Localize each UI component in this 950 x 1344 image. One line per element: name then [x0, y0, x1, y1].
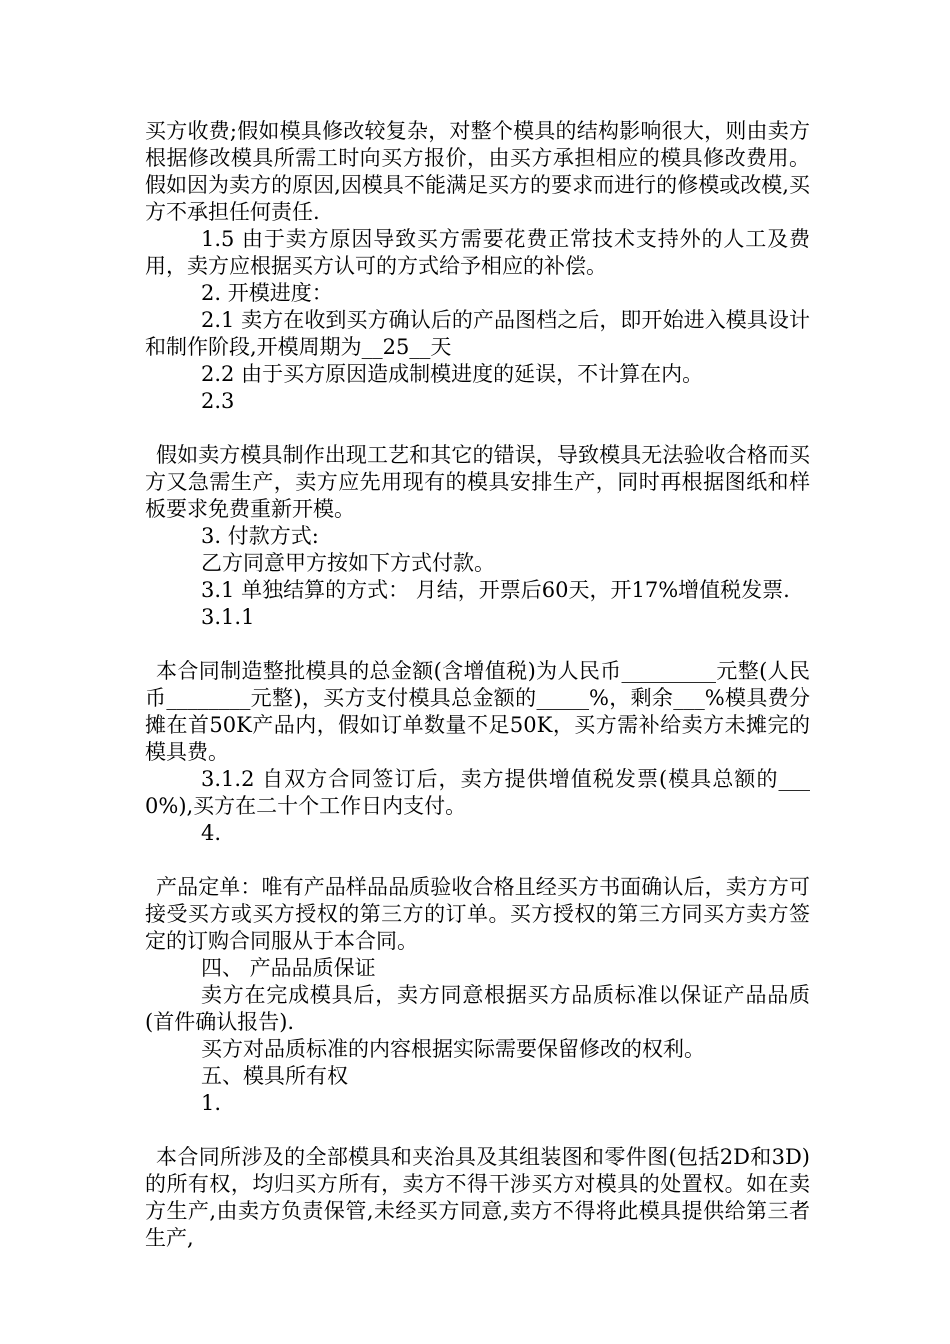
section-heading-mold-ownership: 五、模具所有权 [201, 1064, 348, 1088]
paragraph-clause-2-1: 2.1 卖方在收到买方确认后的产品图档之后，即开始进入模具设计和制作阶段,开模周期为__25__天 [145, 308, 810, 359]
paragraph-payment-agreement: 乙方同意甲方按如下方式付款。 [201, 551, 495, 575]
paragraph-clause-3-1-1-body: 本合同制造整批模具的总金额(含增值税)为人民币_________元整(人民币________元整)，买方支付模具总金额的_____%，剩余___%模具费分摊在首50K产品内，假如订单数量不足50K，买方需补给卖方未摊完的模具费。 [145, 659, 810, 764]
document-body [145, 118, 810, 1252]
paragraph-clause-2-2: 2.2 由于买方原因造成制模进度的延误，不计算在内。 [201, 362, 704, 386]
paragraph-clause-3-1-2: 3.1.2 自双方合同签订后，卖方提供增值税发票(模具总额的___0%),买方在二十个工作日内支付。 [145, 767, 810, 818]
paragraph-clause-1-5: 1.5 由于卖方原因导致买方需要花费正常技术支持外的人工及费用，卖方应根据买方认可的方式给予相应的补偿。 [145, 227, 810, 278]
clause-number-ownership-1: 1. [201, 1091, 222, 1115]
paragraph-clause-2-3-body: 假如卖方模具制作出现工艺和其它的错误，导致模具无法验收合格而买方又急需生产，卖方应先用现有的模具安排生产，同时再根据图纸和样板要求免费重新开模。 [145, 443, 810, 521]
paragraph-mold-modification-fees: 买方收费;假如模具修改较复杂，对整个模具的结构影响很大，则由卖方根据修改模具所需工时向买方报价，由买方承担相应的模具修改费用。假如因为卖方的原因,因模具不能满足买方的要求而进行的修模或改模,买方不承担任何责任. [145, 119, 810, 224]
paragraph-product-orders: 产品定单：唯有产品样品品质验收合格且经买方书面确认后，卖方方可接受买方或买方授权的第三方的订单。买方授权的第三方同买方卖方签定的订购合同服从于本合同。 [145, 875, 810, 953]
paragraph-quality-standard: 卖方在完成模具后，卖方同意根据买方品质标准以保证产品品质(首件确认报告). [145, 983, 810, 1034]
section-heading-payment: 3. 付款方式: [201, 524, 319, 548]
section-heading-quality-assurance: 四、 产品品质保证 [201, 956, 376, 980]
paragraph-clause-3-1: 3.1 单独结算的方式： 月结，开票后60天，开17%增值税发票. [201, 578, 790, 602]
section-heading-mold-schedule: 2. 开模进度： [201, 281, 333, 305]
clause-number-4: 4. [201, 821, 222, 845]
clause-number-2-3: 2.3 [201, 389, 235, 413]
clause-number-3-1-1: 3.1.1 [201, 605, 255, 629]
paragraph-quality-modification-right: 买方对品质标准的内容根据实际需要保留修改的权利。 [201, 1037, 705, 1061]
paragraph-mold-ownership: 本合同所涉及的全部模具和夹治具及其组装图和零件图(包括2D和3D)的所有权，均归买方所有，卖方不得干涉买方对模具的处置权。如在卖方生产,由卖方负责保管,未经买方同意,卖方不得将此模具提供给第三者生产, [145, 1145, 810, 1250]
